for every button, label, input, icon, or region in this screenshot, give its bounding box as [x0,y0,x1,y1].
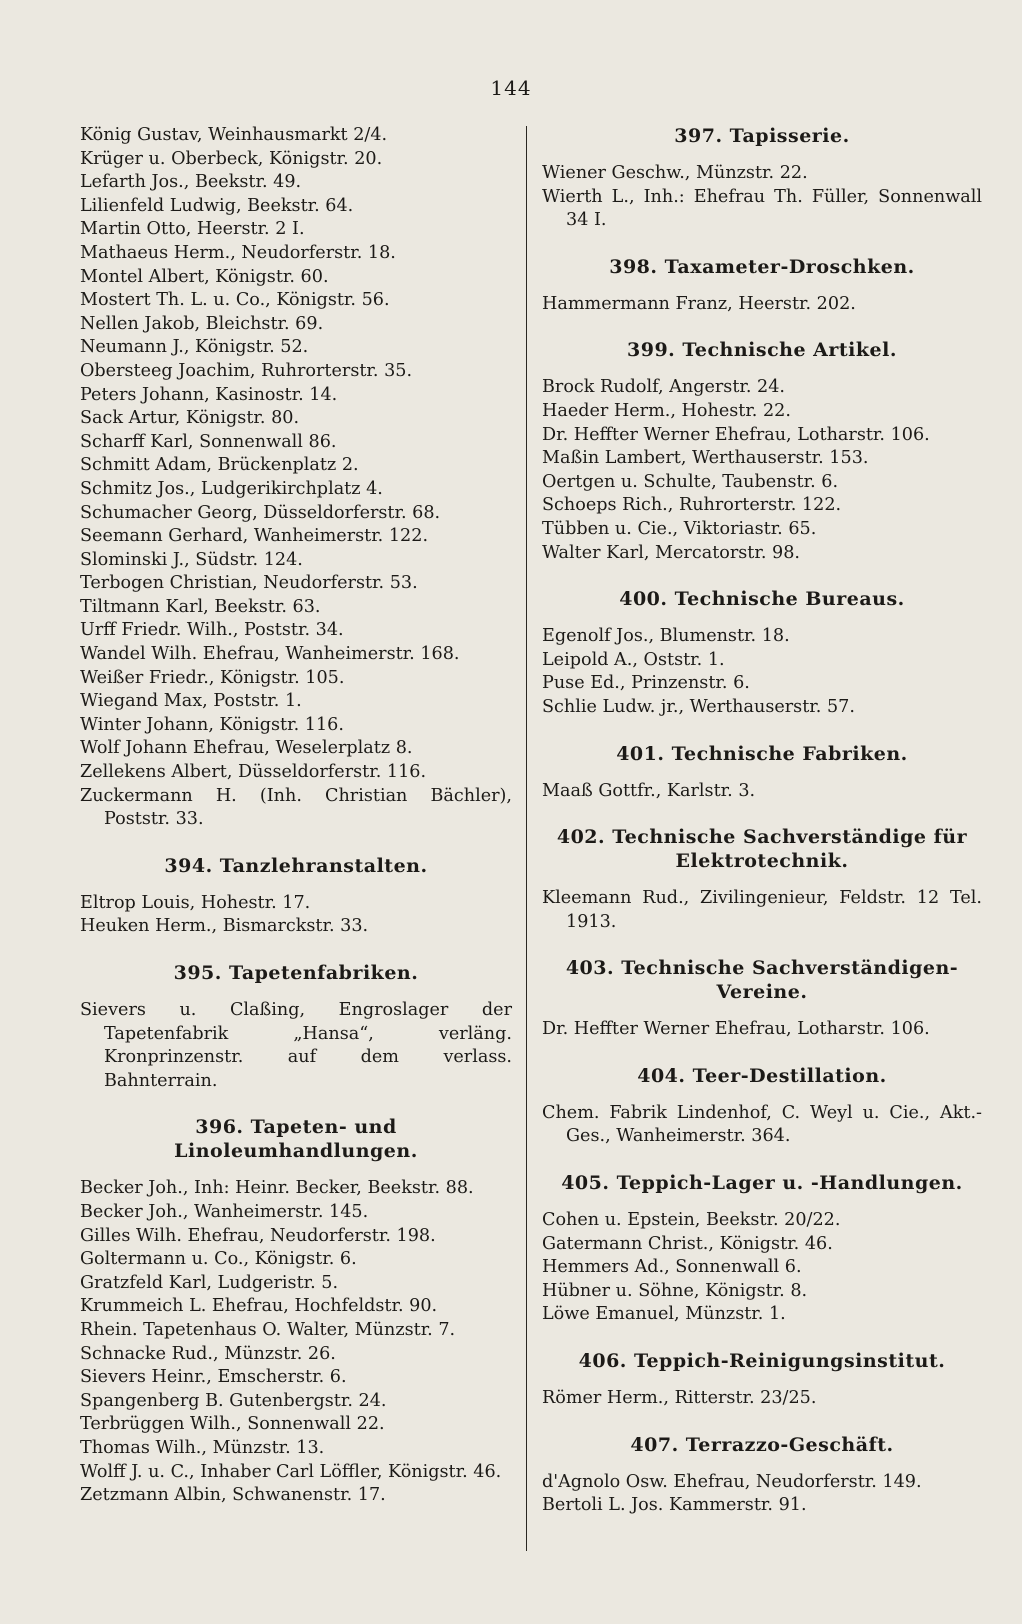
directory-entry: Dr. Heffter Werner Ehefrau, Lotharstr. 106. [542,424,930,445]
directory-entry: Egenolf Jos., Blumenstr. 18. [542,626,790,647]
section [542,825,982,934]
directory-entry: Hammermann Franz, Heerstr. 202. [542,293,856,314]
section-heading: 405. Teppich-Lager u. -Handlungen. [561,1172,963,1195]
directory-entry: König Gustav, Weinhausmarkt 2/4. [80,125,388,145]
section [542,1171,982,1327]
directory-entry: Krummeich L. Ehefrau, Hochfeldstr. 90. [80,1296,438,1317]
directory-entry: Sievers u. Claßing, Engroslager der Tapetenfabrik „Hansa“, verläng. Kronprinzenstr. auf dem verlass. Bahnterrain. [80,1000,512,1091]
directory-entry: Lilienfeld Ludwig, Beekstr. 64. [80,195,354,216]
section [542,255,982,317]
directory-entry: Zellekens Albert, Düsseldorferstr. 116. [80,762,427,783]
directory-entry: Maaß Gottfr., Karlstr. 3. [542,780,756,801]
section-heading: 396. Tapeten- und Linoleumhandlungen. [174,1116,418,1163]
page-number: 144 [490,76,532,100]
directory-entry: Löwe Emanuel, Münzstr. 1. [542,1304,786,1325]
section [542,124,982,233]
directory-entry: Spangenberg B. Gutenbergstr. 24. [80,1390,387,1411]
directory-entry: Lefarth Jos., Beekstr. 49. [80,172,302,193]
directory-entry: Terbogen Christian, Neudorferstr. 53. [80,573,418,594]
directory-entry: Wandel Wilh. Ehefrau, Wanheimerstr. 168. [80,644,460,665]
directory-entry: Walter Karl, Mercatorstr. 98. [542,542,801,563]
directory-entry: Dr. Heffter Werner Ehefrau, Lotharstr. 106. [542,1019,930,1040]
directory-entry: Kleemann Rud., Zivilingenieur, Feldstr. 12 Tel. 1913. [542,888,982,932]
section-heading: 397. Tapisserie. [674,125,850,147]
directory-entry: Wolf Johann Ehefrau, Weselerplatz 8. [80,738,413,759]
directory-entry: Haeder Herm., Hohestr. 22. [542,400,791,421]
directory-entry: Tübben u. Cie., Viktoriastr. 65. [542,518,817,539]
section [80,1115,512,1507]
section [542,338,982,565]
directory-entry: Leipold A., Oststr. 1. [542,649,725,670]
directory-entry: Puse Ed., Prinzenstr. 6. [542,673,750,694]
directory-entry: Gatermann Christ., Königstr. 46. [542,1233,833,1254]
section-heading: 399. Technische Artikel. [627,339,897,362]
directory-entry: Nellen Jakob, Bleichstr. 69. [80,313,324,334]
section [542,587,982,719]
directory-entry: Chem. Fabrik Lindenhof, C. Weyl u. Cie., Akt.-Ges., Wanheimerstr. 364. [542,1102,982,1147]
section [542,956,982,1042]
directory-entry: Schoeps Rich., Ruhrorterstr. 122. [542,495,842,516]
directory-entry: Mathaeus Herm., Neudorferstr. 18. [80,242,396,263]
directory-entry: Wiener Geschw., Münzstr. 22. [542,163,808,183]
directory-entry: Wiegand Max, Poststr. 1. [80,691,302,712]
directory-entry: Montel Albert, Königstr. 60. [80,266,329,287]
section [542,1433,982,1518]
directory-entry: Slominski J., Südstr. 124. [80,549,303,570]
directory-entry: Wolff J. u. C., Inhaber Carl Löffler, Königstr. 46. [80,1461,502,1482]
directory-entry: Sack Artur, Königstr. 80. [80,408,300,429]
directory-entry: Eltrop Louis, Hohestr. 17. [80,892,311,913]
directory-entry: Seemann Gerhard, Wanheimerstr. 122. [80,526,429,547]
directory-entry: Martin Otto, Heerstr. 2 I. [80,219,305,240]
section-heading: 407. Terrazzo-Geschäft. [630,1433,894,1456]
directory-entry: Neumann J., Königstr. 52. [80,337,309,358]
directory-entry: Brock Rudolf, Angerstr. 24. [542,377,786,398]
directory-entry: Goltermann u. Co., Königstr. 6. [80,1249,357,1270]
directory-entry: Mostert Th. L. u. Co., Königstr. 56. [80,290,390,311]
directory-entry: Thomas Wilh., Münzstr. 13. [80,1437,325,1458]
directory-entry: Zuckermann H. (Inh. Christian Bächler), Poststr. 33. [80,785,512,830]
directory-entry: Peters Johann, Kasinostr. 14. [80,384,338,405]
directory-entry: Gratzfeld Karl, Ludgeristr. 5. [80,1272,339,1293]
directory-entry: Schlie Ludw. jr., Werthauserstr. 57. [542,696,855,717]
directory-entry: Bertoli L. Jos. Kammerstr. 91. [542,1495,807,1516]
section-heading: 406. Teppich-Reinigungsinstitut. [578,1350,946,1373]
directory-entry: Becker Joh., Wanheimerstr. 145. [80,1201,369,1222]
directory-entry: Oertgen u. Schulte, Taubenstr. 6. [542,471,839,492]
section-heading: 403. Technische Sachverständigen-Vereine. [565,957,959,1004]
right-sections [542,124,982,1518]
directory-entry: Schmitt Adam, Brückenplatz 2. [80,455,359,476]
section-heading: 398. Taxameter-Droschken. [609,255,915,278]
directory-entry: Obersteeg Joachim, Ruhrorterstr. 35. [80,360,413,381]
directory-entry: Cohen u. Epstein, Beekstr. 20/22. [542,1210,841,1231]
left-sections [80,854,512,1508]
section [80,854,512,939]
directory-entry: d'Agnolo Osw. Ehefrau, Neudorferstr. 149. [542,1471,922,1492]
directory-entry: Heuken Herm., Bismarckstr. 33. [80,916,369,937]
column-divider [526,126,527,1551]
directory-entry: Rhein. Tapetenhaus O. Walter, Münzstr. 7. [80,1319,456,1340]
directory-entry: Zetzmann Albin, Schwanenstr. 17. [80,1485,386,1506]
section-heading: 401. Technische Fabriken. [616,742,908,765]
directory-entry: Scharff Karl, Sonnenwall 86. [80,431,337,452]
directory-entry: Römer Herm., Ritterstr. 23/25. [542,1388,817,1409]
directory-entry: Becker Joh., Inh: Heinr. Becker, Beekstr. 88. [80,1178,474,1199]
directory-entry: Wierth L., Inh.: Ehefrau Th. Füller, Sonnenwall 34 I. [542,186,982,231]
section [542,1064,982,1149]
directory-entry: Tiltmann Karl, Beekstr. 63. [80,596,321,617]
directory-entry: Krüger u. Oberbeck, Königstr. 20. [80,148,383,169]
directory-entry: Hübner u. Söhne, Königstr. 8. [542,1280,808,1301]
section-heading: 402. Technische Sachverständige für Elektrotechnik. [556,826,968,873]
directory-entry: Winter Johann, Königstr. 116. [80,714,344,735]
directory-entry: Hemmers Ad., Sonnenwall 6. [542,1257,802,1278]
section [542,742,982,804]
directory-entry: Weißer Friedr., Königstr. 105. [80,667,345,688]
directory-entry: Terbrüggen Wilh., Sonnenwall 22. [80,1414,385,1435]
directory-entry: Schumacher Georg, Düsseldorferstr. 68. [80,502,441,523]
section [542,1349,982,1411]
directory-entry: Schmitz Jos., Ludgerikirchplatz 4. [80,478,383,499]
directory-entry: Urff Friedr. Wilh., Poststr. 34. [80,620,344,641]
left-column [80,124,512,1594]
section-heading: 395. Tapetenfabriken. [173,962,419,984]
directory-entry: Gilles Wilh. Ehefrau, Neudorferstr. 198. [80,1225,436,1246]
section-heading: 404. Teer-Destillation. [637,1064,887,1087]
directory-entry: Maßin Lambert, Werthauserstr. 153. [542,448,869,469]
section-heading: 394. Tanzlehranstalten. [164,854,428,877]
right-column [542,124,982,1594]
directory-entry: Sievers Heinr., Emscherstr. 6. [80,1367,347,1388]
directory-entry: Schnacke Rud., Münzstr. 26. [80,1343,336,1364]
section [80,961,512,1093]
section-heading: 400. Technische Bureaus. [619,588,905,611]
lead-entries [80,124,512,832]
